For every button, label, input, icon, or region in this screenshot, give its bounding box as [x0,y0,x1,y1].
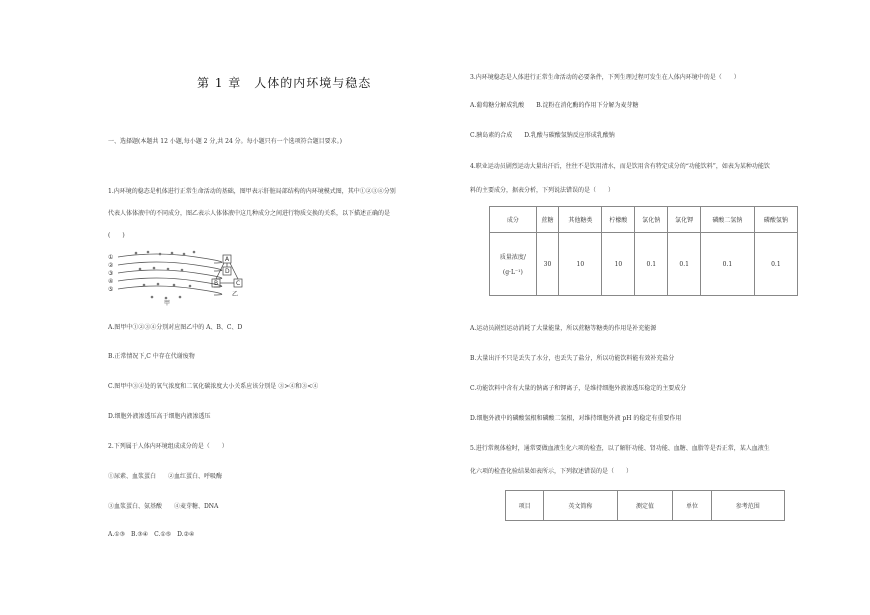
figure-a-label: 甲 [164,300,171,307]
table-row-label [490,233,537,296]
table-header-row [490,207,798,233]
q4-composition-table [489,206,798,296]
table-header-cell: 磷酸二氢钠 [701,207,755,233]
table-cell: 0.1 [635,233,668,296]
row-label-line1: 质量浓度/ [499,254,526,261]
q1-option-a: A.图甲中①②③④分别对应图乙中的 A、B、C、D [108,324,243,331]
diagram-label-3: ③ [108,270,114,277]
table-cell: 0.1 [701,233,755,296]
table-row [490,233,798,296]
q1-stem-line2: 代表人体体液中的不同成分，图乙表示人体体液中这几种成分之间进行物质交换的关系，以下描述正确的是 [108,210,391,217]
page-title: 第 1 章 人体的内环境与稳态 [197,76,372,90]
q4-option-b: B.大量出汗不只是丢失了水分，也丢失了盐分，所以功能饮料能有效补充盐分 [470,355,675,362]
diagram-label-4: ④ [108,278,114,285]
diagram-label-2: ② [108,262,114,269]
table-header-cell: 其他糖类 [559,207,602,233]
q4-option-c: C.功能饮料中含有大量的钠离子和钾离子，是维持细胞外液渗透压稳定的主要成分 [470,385,687,392]
table-header-cell: 蔗糖 [536,207,559,233]
table-header-cell: 项目 [506,491,544,521]
figure-b-label: 乙 [232,291,239,297]
scheme-node-c: C [236,280,241,287]
section-heading: 一、选择题(本题共 12 小题,每小题 2 分,共 24 分。每小题只有一个选项符合题目要求。) [108,138,343,145]
q2-items-line1: ①尿素、血浆蛋白 ②血红蛋白、呼吸酶 [108,473,223,480]
exchange-scheme-diagram [208,253,248,297]
scheme-node-d: D [225,268,230,275]
q2-stem: 2.下列属于人体内环境组成成分的是（ ） [108,443,228,450]
table-header-cell: 磷酸氢钠 [754,207,797,233]
q1-stem-line3: ( ) [108,232,125,239]
q2-options: A.①③ B.③④ C.①⑤ D.②④ [108,531,195,538]
q4-option-a: A.运动员剧烈运动消耗了大量能量，所以蔗糖等糖类的作用是补充能源 [470,325,657,332]
table-cell: 10 [602,233,635,296]
table-header-cell: 氯化钠 [635,207,668,233]
diagram-label-5: ⑤ [108,286,114,293]
q5-stem-line1: 5.进行常规体检时，通常要做血液生化六项的检查，以了解肝功能、肾功能、血糖、血脂等是否正常，某人血液生 [470,445,770,452]
table-header-row [506,491,785,521]
q1-option-b: B.正常情况下,C 中存在代谢废物 [108,353,195,360]
table-cell: 30 [536,233,559,296]
q3-options-cd: C.胰岛素的合成 D.乳酸与碳酸氢钠反应形成乳酸钠 [470,132,615,139]
table-header-cell: 测定值 [617,491,673,521]
table-cell: 10 [559,233,602,296]
q1-option-c: C.图甲中③④处的氧气浓度和二氧化碳浓度大小关系应该分别是 ③>④和③<④ [108,383,319,390]
q2-items-line2: ③血浆蛋白、氨基酸 ④麦芽糖、DNA [108,503,219,510]
q5-results-table [505,490,785,521]
table-header-cell: 单位 [673,491,711,521]
scheme-node-a: A [225,256,230,263]
table-header-cell: 成分 [490,207,537,233]
table-cell: 0.1 [754,233,797,296]
table-header-cell: 参考范围 [711,491,784,521]
q5-stem-line2: 化六项的检查化验结果如表所示，下列叙述错误的是（ ） [470,468,633,475]
diagram-label-1: ① [108,254,114,261]
q1-stem-line1: 1.内环境的稳态是机体进行正常生命活动的基础，图甲表示肝脏局部结构的内环境模式图，其中①②③④分别 [108,188,396,195]
q4-option-d: D.细胞外液中的磷酸氢根和磷酸二氢根，对维持细胞外液 pH 的稳定有重要作用 [470,415,682,422]
q3-options-ab: A.葡萄糖分解成乳酸 B.淀粉在消化酶的作用下分解为麦芽糖 [470,102,639,109]
q1-option-d: D.细胞外液渗透压高于细胞内液渗透压 [108,413,211,420]
table-header-cell: 英文简称 [544,491,617,521]
table-header-cell: 氯化钾 [668,207,701,233]
q4-stem-line2: 料的主要成分，据表分析，下列说法错误的是（ ） [470,187,615,194]
row-label-line2: (g·L⁻¹) [502,269,523,276]
scheme-node-b: B [214,280,219,287]
q3-stem: 3.内环境稳态是人体进行正常生命活动的必要条件，下列生理过程可发生在人体内环境中的是（ ） [470,74,740,81]
table-cell: 0.1 [668,233,701,296]
table-header-cell: 柠檬酸 [602,207,635,233]
q4-stem-line1: 4.职业运动员剧烈运动大量出汗后，往往不是饮用清水，而是饮用含有特定成分的“功能饮料”，如表为某种功能饮 [470,163,770,170]
